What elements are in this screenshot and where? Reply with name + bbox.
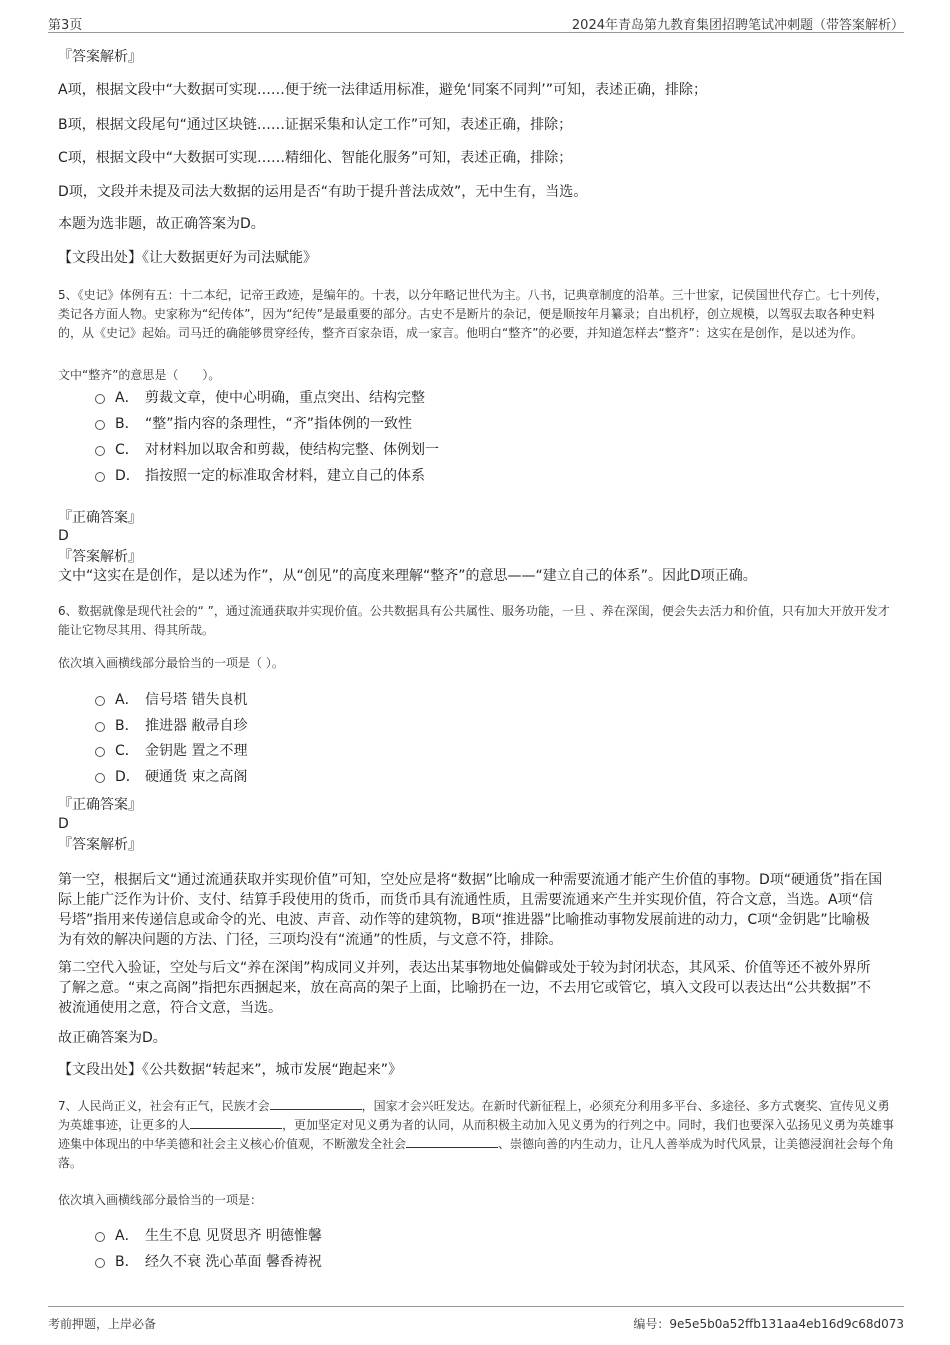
q7-option-a[interactable]: A． 生生不息 见贤思齐 明德惟馨 xyxy=(95,1226,322,1246)
q6-conclusion: 故正确答案为D。 xyxy=(58,1030,167,1046)
q5-option-a[interactable]: A． 剪裁文章，使中心明确，重点突出、结构完整 xyxy=(95,388,425,408)
page-number: 第3页 xyxy=(48,18,83,33)
q6-option-a[interactable]: A． 信号塔 错失良机 xyxy=(95,690,247,710)
q5-stem: 5、《史记》体例有五：十二本纪，记帝王政迹，是编年的。十表，以分年略记世代为主。八书，记典章制度的沿革。三十世家，记侯国世代存亡。七十列传，类记各方面人物。史家称为“纪传体”，因为“纪传”是最重要的部分。古史不是断片的杂记，便是顺按年月纂录；自出机杼，创立规模，以驾驭去取各种史料的，从《史记》起始。司马迁的确能够贯穿经传，整齐百家杂语，成一家言。他明白“整齐”的必要，并知道怎样去“整齐”：这实在是创作，是以述为作。 xyxy=(58,288,888,340)
q7-question: 依次填入画横线部分最恰当的一项是： xyxy=(58,1193,263,1207)
q6-answer: D xyxy=(58,816,69,832)
q6-answer-label: 『正确答案』 xyxy=(58,797,142,813)
radio-button[interactable] xyxy=(95,394,105,404)
document-title: 2024年青岛第九教育集团招聘笔试冲刺题（带答案解析） xyxy=(571,18,904,33)
document-id: 编号：9e5e5b0a52ffb131aa4eb16d9c68d073 xyxy=(633,1317,904,1331)
radio-button[interactable] xyxy=(95,420,105,430)
q5-analysis-label: 『答案解析』 xyxy=(58,549,142,565)
radio-button[interactable] xyxy=(95,446,105,456)
radio-button[interactable] xyxy=(95,722,105,732)
q6-source: 【文段出处】《公共数据“转起来”，城市发展“跑起来”》 xyxy=(58,1062,403,1078)
q7-stem: 7、人民尚正义，社会有正气，民族才会 ，国家才会兴旺发达。在新时代新征程上，必须充分利用多平台、多途径、多方式褒奖、宣传见义勇为英雄事迹，让更多的人 ，更加坚定对见义勇为者的认同，从而积极主动加入见义勇为的行列之中。同时，我们也要深入弘扬见义勇为英雄事迹集中体现出的中华美德和社会主义核心价值观，不断激发全社会 、崇德向善的内生动力，让凡人善举成为时代风景，让美德浸润社会每个角落。 xyxy=(58,1099,895,1170)
q5-analysis: 文中“这实在是创作，是以述为作”，从“创见”的高度来理解“整齐”的意思——“建立自己的体系”。因此D项正确。 xyxy=(58,568,757,584)
page-footer xyxy=(48,1306,904,1333)
q4-analysis-label: 『答案解析』 xyxy=(58,49,142,65)
q4-source: 【文段出处】《让大数据更好为司法赋能》 xyxy=(58,250,317,266)
q5-option-d[interactable]: D． 指按照一定的标准取舍材料，建立自己的体系 xyxy=(95,466,425,486)
q4-analysis-line-c: C项，根据文段中“大数据可实现……精细化、智能化服务”可知，表述正确，排除； xyxy=(58,150,573,166)
radio-button[interactable] xyxy=(95,472,105,482)
q6-analysis-label: 『答案解析』 xyxy=(58,837,142,853)
q4-conclusion: 本题为选非题，故正确答案为D。 xyxy=(58,216,265,232)
q6-option-c[interactable]: C． 金钥匙 置之不理 xyxy=(95,741,247,761)
answer-blank-1 xyxy=(270,1097,362,1110)
q6-stem: 6、数据就像是现代社会的“ ”，通过流通获取并实现价值。公共数据具有公共属性、服务功能，一旦 、养在深闺，便会失去活力和价值，只有加大开放开发才能让它物尽其用、得其所哉。 xyxy=(58,604,890,637)
q5-option-c[interactable]: C． 对材料加以取舍和剪裁，使结构完整、体例划一 xyxy=(95,440,439,460)
q4-analysis-line-d: D项，文段并未提及司法大数据的运用是否“有助于提升普法成效”，无中生有，当选。 xyxy=(58,184,588,200)
q5-question: 文中“整齐”的意思是（ ）。 xyxy=(58,368,221,382)
radio-button[interactable] xyxy=(95,1258,105,1268)
radio-button[interactable] xyxy=(95,1232,105,1242)
q4-analysis-line-a: A项，根据文段中“大数据可实现……便于统一法律适用标准，避免‘同案不同判’”可知，表述正确，排除； xyxy=(58,82,707,98)
footer-slogan: 考前押题，上岸必备 xyxy=(48,1317,157,1331)
q4-analysis-line-b: B项，根据文段尾句“通过区块链……证据采集和认定工作”可知，表述正确，排除； xyxy=(58,117,573,133)
radio-button[interactable] xyxy=(95,773,105,783)
q7-option-b[interactable]: B． 经久不衰 洗心革面 馨香祷祝 xyxy=(95,1252,322,1272)
q5-answer: D xyxy=(58,528,69,544)
q6-option-d[interactable]: D． 硬通货 束之高阁 xyxy=(95,767,247,787)
q6-analysis-paragraph-2: 第二空代入验证，空处与后文“养在深闺”构成同义并列，表达出某事物地处偏僻或处于较为封闭状态，其风采、价值等还不被外界所了解之意。“束之高阁”指把东西捆起来，放在高高的架子上面，比喻扔在一边，不去用它或管它，填入文段可以表达出“公共数据”不被流通使用之意，符合文意，当选。 xyxy=(58,960,872,1016)
q6-analysis-paragraph-1: 第一空，根据后文“通过流通获取并实现价值”可知，空处应是将“数据”比喻成一种需要流通才能产生价值的事物。D项“硬通货”指在国际上能广泛作为计价、支付、结算手段使用的货币，而货币具有流通性质，且需要流通来产生并实现价值，符合文意，当选。A项“信号塔”指用来传递信息或命令的光、电波、声音、动作等的建筑物，B项“推进器”比喻推动事物发展前进的动力，C项“金钥匙”比喻极为有效的解决问题的方法、门径，三项均没有“流通”的性质，与文意不符，排除。 xyxy=(58,872,883,948)
answer-blank-3 xyxy=(406,1135,498,1148)
q6-option-b[interactable]: B． 推进器 敝帚自珍 xyxy=(95,716,247,736)
q6-question: 依次填入画横线部分最恰当的一项是（ ）。 xyxy=(58,656,284,670)
radio-button[interactable] xyxy=(95,696,105,706)
page-header xyxy=(48,12,904,33)
radio-button[interactable] xyxy=(95,747,105,757)
q5-option-b[interactable]: B． “整”指内容的条理性，“齐”指体例的一致性 xyxy=(95,414,412,434)
q5-answer-label: 『正确答案』 xyxy=(58,510,142,526)
answer-blank-2 xyxy=(190,1116,282,1129)
